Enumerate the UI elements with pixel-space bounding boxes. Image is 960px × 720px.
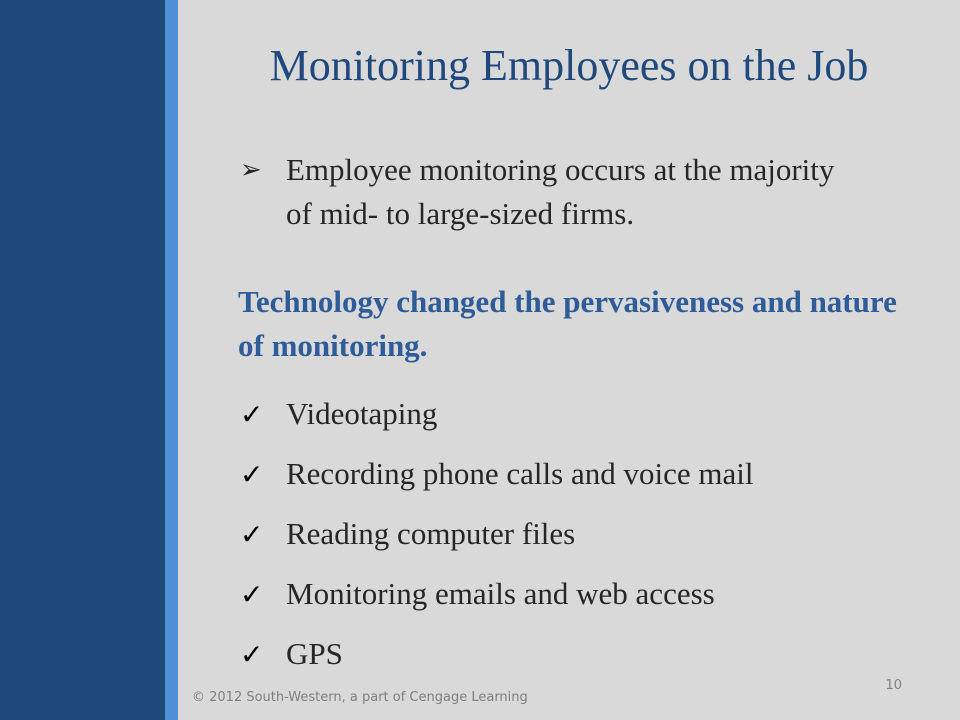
slide-title: Monitoring Employees on the Job: [269, 41, 869, 90]
list-item-text: Reading computer files: [286, 516, 576, 551]
list-item-text: Recording phone calls and voice mail: [286, 456, 754, 491]
list-item-text: Monitoring emails and web access: [286, 576, 715, 611]
accent-stripe: [165, 0, 178, 720]
checkmark-icon: ✓: [240, 457, 264, 491]
intro-bullet-text: Employee monitoring occurs at the majority of mid- to large-sized firms.: [286, 152, 835, 231]
list-item-text: GPS: [286, 636, 343, 671]
slide-number: 10: [885, 678, 902, 693]
intro-bullet: [240, 148, 846, 236]
list-item: [240, 624, 753, 684]
arrow-bullet-icon: ➢: [240, 155, 262, 185]
list-item: [240, 564, 753, 624]
checkmark-icon: ✓: [240, 397, 264, 431]
left-sidebar-band: [0, 0, 165, 720]
checkmark-icon: ✓: [240, 577, 264, 611]
list-item: [240, 504, 753, 564]
technology-checklist: [240, 384, 753, 684]
copyright-footer: © 2012 South-Western, a part of Cengage Learning: [192, 690, 528, 705]
checkmark-icon: ✓: [240, 517, 264, 551]
list-item-text: Videotaping: [286, 396, 438, 431]
list-item: [240, 384, 753, 444]
list-item: [240, 444, 753, 504]
subheading: Technology changed the pervasiveness and nature of monitoring.: [238, 284, 897, 363]
checkmark-icon: ✓: [240, 637, 264, 671]
